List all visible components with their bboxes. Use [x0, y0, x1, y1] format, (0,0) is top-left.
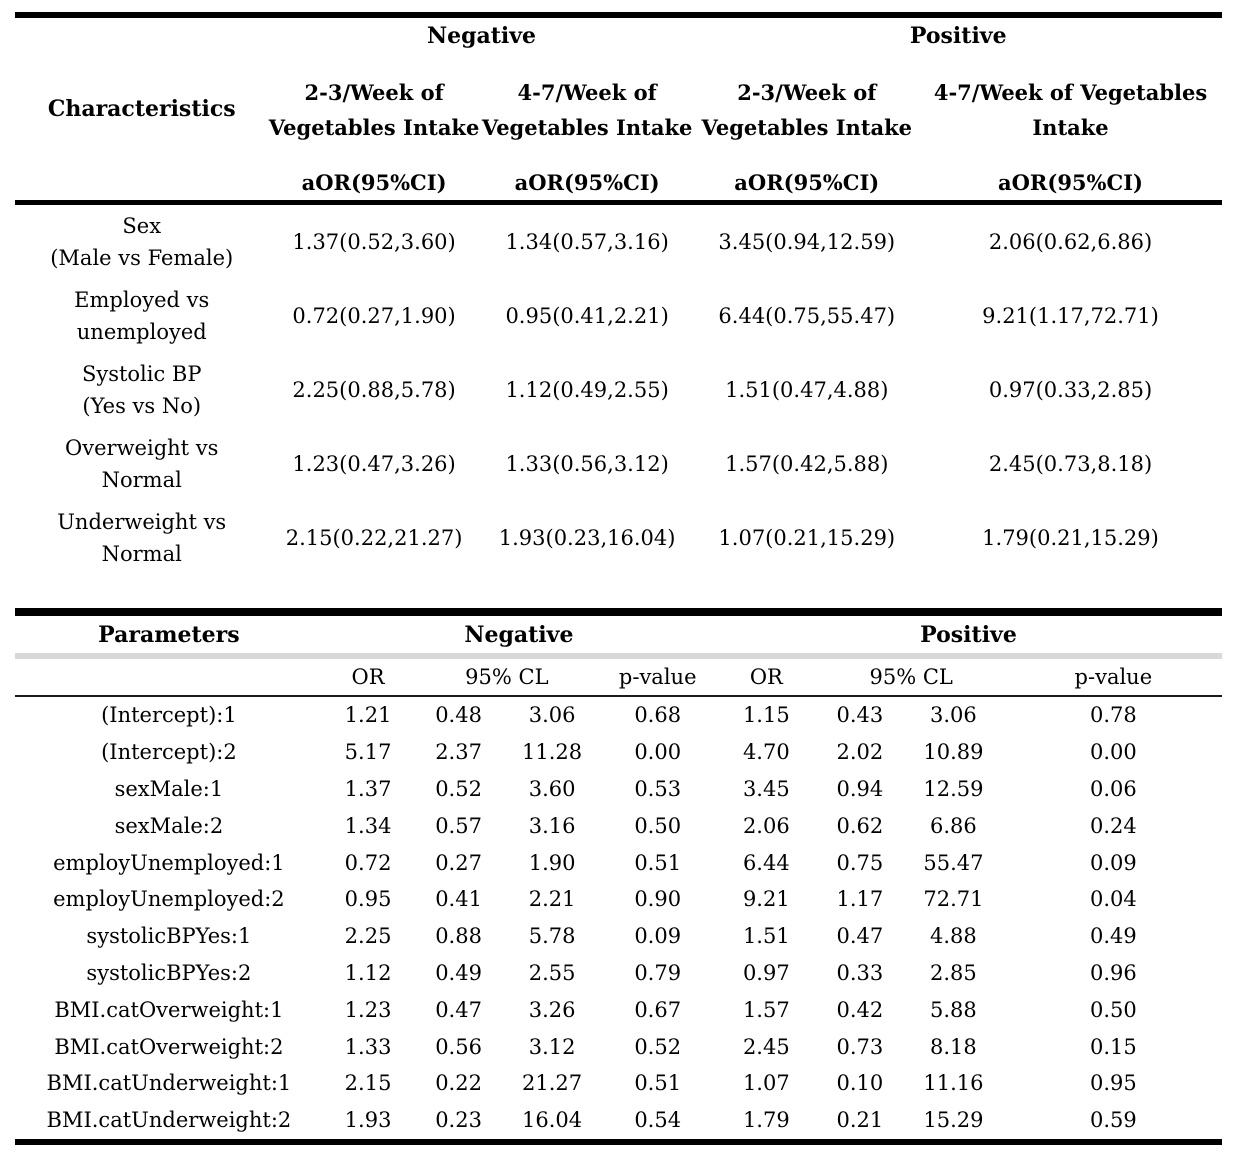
aor-value: 0.97(0.33,2.85): [988, 378, 1153, 402]
cl-high-value: 6.86: [930, 813, 977, 838]
cl-low-value: 0.27: [435, 850, 482, 875]
aor-value: 1.93(0.23,16.04): [498, 526, 676, 550]
aor-value: 1.07(0.21,15.29): [718, 526, 896, 550]
cl-high-value: 5.88: [930, 997, 977, 1022]
cl-high-value: 2.21: [528, 887, 576, 912]
negative-group-header: Negative: [426, 23, 537, 49]
cl-high-value: 4.88: [930, 924, 977, 949]
or-header-positive: OR: [715, 656, 818, 696]
parameter-label: BMI.catOverweight:2: [54, 1034, 284, 1059]
positive-group-header: Positive: [909, 23, 1007, 49]
aor-header-group-row: [15, 15, 1222, 54]
table-row-overweight: [15, 427, 1222, 501]
or-value: 2.15: [344, 1071, 392, 1096]
cl-low-value: 2.02: [836, 740, 884, 765]
table-row-underweight: [15, 501, 1222, 575]
characteristic-label: Underweight vs Normal: [57, 510, 227, 566]
or-value: 1.07: [742, 1071, 790, 1096]
cl-high-value: 3.26: [528, 997, 576, 1022]
pvalue: 0.53: [634, 776, 682, 801]
parameter-label: employUnemployed:2: [53, 887, 285, 912]
cl-high-value: 11.28: [522, 740, 583, 765]
pvalue: 0.04: [1089, 887, 1137, 912]
parameter-row: [15, 881, 1222, 918]
cl-low-value: 0.43: [836, 703, 884, 728]
pvalue: 0.95: [1089, 1071, 1137, 1096]
or-value: 4.70: [742, 740, 790, 765]
empty-cell: [15, 656, 323, 696]
column-subtitle: aOR(95%CI): [301, 170, 447, 195]
aor-value: 2.25(0.88,5.78): [292, 378, 456, 402]
column-subtitle: aOR(95%CI): [514, 170, 660, 195]
or-value: 1.57: [742, 997, 790, 1022]
characteristics-header: Characteristics: [15, 15, 268, 203]
column-title: 4-7/Week of Vegetables Intake: [933, 80, 1208, 140]
aor-value: 0.95(0.41,2.21): [505, 304, 669, 328]
cl-low-value: 0.42: [836, 997, 884, 1022]
cl-low-value: 0.23: [435, 1108, 482, 1133]
pvalue: 0.59: [1089, 1108, 1137, 1133]
characteristic-label: Employed vs unemployed: [74, 288, 210, 344]
cl-header-positive: 95% CL: [818, 656, 1005, 696]
pvalue: 0.50: [1089, 997, 1137, 1022]
or-header-negative: OR: [323, 656, 414, 696]
or-value: 0.72: [344, 850, 392, 875]
parameters-header-row: [15, 612, 1222, 656]
cl-high-value: 15.29: [923, 1108, 984, 1133]
column-header-pos-23: [695, 54, 920, 203]
aor-value: 1.37(0.52,3.60): [292, 230, 456, 254]
parameter-label: systolicBPYes:1: [86, 924, 252, 949]
parameters-subheader-row: [15, 656, 1222, 696]
aor-value: 0.72(0.27,1.90): [292, 304, 456, 328]
or-value: 3.45: [742, 776, 790, 801]
aor-value: 6.44(0.75,55.47): [718, 304, 896, 328]
characteristic-label: Overweight vs Normal: [65, 436, 219, 492]
aor-value: 1.12(0.49,2.55): [505, 378, 669, 402]
cl-low-value: 0.22: [435, 1071, 482, 1096]
parameter-row: [15, 1102, 1222, 1142]
or-value: 1.51: [742, 924, 790, 949]
cl-high-value: 3.12: [528, 1034, 576, 1059]
pvalue: 0.90: [634, 887, 682, 912]
aor-table: [15, 12, 1222, 575]
or-value: 0.95: [344, 887, 392, 912]
characteristic-label: Systolic BP (Yes vs No): [81, 362, 202, 418]
cl-low-value: 0.56: [435, 1034, 482, 1059]
or-value: 1.79: [742, 1108, 790, 1133]
pvalue: 0.09: [634, 924, 682, 949]
or-value: 2.45: [742, 1034, 790, 1059]
cl-low-value: 0.94: [836, 776, 884, 801]
cl-high-value: 3.16: [528, 813, 576, 838]
parameter-row: [15, 991, 1222, 1028]
cl-low-value: 0.33: [836, 960, 884, 985]
characteristic-label: Sex (Male vs Female): [50, 214, 234, 270]
table-row-systolic-bp: [15, 353, 1222, 427]
pvalue: 0.51: [634, 850, 682, 875]
positive-group-header: Positive: [715, 612, 1222, 656]
cl-high-value: 55.47: [923, 850, 984, 875]
pvalue: 0.79: [634, 960, 682, 985]
parameter-label: employUnemployed:1: [53, 850, 285, 875]
pvalue: 0.00: [1089, 740, 1137, 765]
cl-high-value: 11.16: [923, 1071, 984, 1096]
cl-high-value: 72.71: [923, 887, 984, 912]
column-header-neg-47: [480, 54, 695, 203]
cl-low-value: 0.62: [836, 813, 884, 838]
cl-low-value: 0.47: [435, 997, 482, 1022]
parameter-row: [15, 918, 1222, 955]
table-row-employed: [15, 279, 1222, 353]
parameter-row: [15, 844, 1222, 881]
or-value: 0.97: [742, 960, 790, 985]
pvalue: 0.78: [1089, 703, 1137, 728]
cl-low-value: 1.17: [836, 887, 884, 912]
cl-low-value: 0.75: [836, 850, 884, 875]
table-row-sex: [15, 203, 1222, 280]
or-value: 6.44: [742, 850, 790, 875]
pvalue: 0.24: [1089, 813, 1137, 838]
or-value: 1.93: [344, 1108, 392, 1133]
column-subtitle: aOR(95%CI): [734, 170, 880, 195]
cl-high-value: 16.04: [522, 1108, 583, 1133]
or-value: 2.06: [742, 813, 790, 838]
cl-low-value: 2.37: [435, 740, 482, 765]
aor-value: 1.33(0.56,3.12): [505, 452, 669, 476]
pvalue-header-negative: p-value: [600, 656, 715, 696]
or-value: 9.21: [742, 887, 790, 912]
cl-header-negative: 95% CL: [413, 656, 600, 696]
parameter-row: [15, 1028, 1222, 1065]
or-value: 1.12: [344, 960, 392, 985]
parameter-label: sexMale:2: [114, 813, 224, 838]
cl-low-value: 0.49: [435, 960, 482, 985]
cl-high-value: 5.78: [528, 924, 576, 949]
cl-low-value: 0.10: [836, 1071, 884, 1096]
parameter-row: [15, 1065, 1222, 1102]
parameter-label: BMI.catOverweight:1: [54, 997, 284, 1022]
column-title: 4-7/Week of Vegetables Intake: [481, 80, 693, 140]
parameter-label: sexMale:1: [114, 776, 224, 801]
cl-high-value: 1.90: [528, 850, 576, 875]
pvalue: 0.54: [634, 1108, 682, 1133]
column-title: 2-3/Week of Vegetables Intake: [701, 80, 913, 140]
cl-high-value: 21.27: [522, 1071, 583, 1096]
cl-low-value: 0.21: [836, 1108, 884, 1133]
pvalue: 0.00: [634, 740, 682, 765]
cl-high-value: 2.55: [528, 960, 576, 985]
cl-low-value: 0.47: [836, 924, 884, 949]
column-header-neg-23: [268, 54, 479, 203]
or-value: 2.25: [344, 924, 392, 949]
or-value: 5.17: [344, 740, 392, 765]
pvalue: 0.50: [634, 813, 682, 838]
or-value: 1.21: [344, 703, 392, 728]
cl-high-value: 3.06: [528, 703, 576, 728]
pvalue: 0.09: [1089, 850, 1137, 875]
pvalue-header-positive: p-value: [1005, 656, 1222, 696]
or-value: 1.34: [344, 813, 392, 838]
aor-value: 2.06(0.62,6.86): [988, 230, 1153, 254]
aor-value: 1.79(0.21,15.29): [982, 526, 1159, 550]
or-value: 1.15: [742, 703, 790, 728]
column-header-pos-47: [919, 54, 1222, 203]
cl-high-value: 3.06: [930, 703, 977, 728]
parameters-header: Parameters: [15, 612, 323, 656]
cl-low-value: 0.88: [435, 924, 482, 949]
pvalue: 0.52: [634, 1034, 682, 1059]
column-title: 2-3/Week of Vegetables Intake: [268, 80, 480, 140]
parameter-label: (Intercept):1: [101, 703, 237, 728]
pvalue: 0.49: [1089, 924, 1137, 949]
parameters-table: [15, 608, 1222, 1145]
parameter-label: BMI.catUnderweight:2: [46, 1108, 292, 1133]
cl-low-value: 0.41: [435, 887, 482, 912]
cl-high-value: 10.89: [923, 740, 984, 765]
pvalue: 0.67: [634, 997, 682, 1022]
parameter-label: (Intercept):2: [101, 740, 237, 765]
cl-low-value: 0.48: [435, 703, 482, 728]
pvalue: 0.68: [634, 703, 682, 728]
aor-value: 9.21(1.17,72.71): [982, 304, 1159, 328]
parameter-row: [15, 955, 1222, 992]
aor-value: 2.45(0.73,8.18): [988, 452, 1153, 476]
parameter-row: [15, 696, 1222, 734]
or-value: 1.23: [344, 997, 392, 1022]
parameter-row: [15, 734, 1222, 771]
aor-value: 1.23(0.47,3.26): [292, 452, 456, 476]
cl-low-value: 0.52: [435, 776, 482, 801]
column-subtitle: aOR(95%CI): [998, 170, 1143, 195]
or-value: 1.37: [344, 776, 392, 801]
cl-low-value: 0.73: [836, 1034, 884, 1059]
pvalue: 0.06: [1089, 776, 1137, 801]
parameter-row: [15, 771, 1222, 808]
parameter-label: systolicBPYes:2: [86, 960, 252, 985]
pvalue: 0.96: [1089, 960, 1137, 985]
aor-value: 1.57(0.42,5.88): [725, 452, 889, 476]
negative-group-header: Negative: [323, 612, 715, 656]
pvalue: 0.15: [1089, 1034, 1137, 1059]
cl-low-value: 0.57: [435, 813, 482, 838]
pvalue: 0.51: [634, 1071, 682, 1096]
parameter-label: BMI.catUnderweight:1: [46, 1071, 292, 1096]
cl-high-value: 12.59: [923, 776, 984, 801]
cl-high-value: 3.60: [528, 776, 576, 801]
aor-value: 3.45(0.94,12.59): [718, 230, 896, 254]
or-value: 1.33: [344, 1034, 392, 1059]
aor-value: 2.15(0.22,21.27): [285, 526, 463, 550]
aor-value: 1.34(0.57,3.16): [505, 230, 669, 254]
parameter-row: [15, 807, 1222, 844]
cl-high-value: 2.85: [930, 960, 977, 985]
aor-value: 1.51(0.47,4.88): [725, 378, 889, 402]
cl-high-value: 8.18: [930, 1034, 977, 1059]
